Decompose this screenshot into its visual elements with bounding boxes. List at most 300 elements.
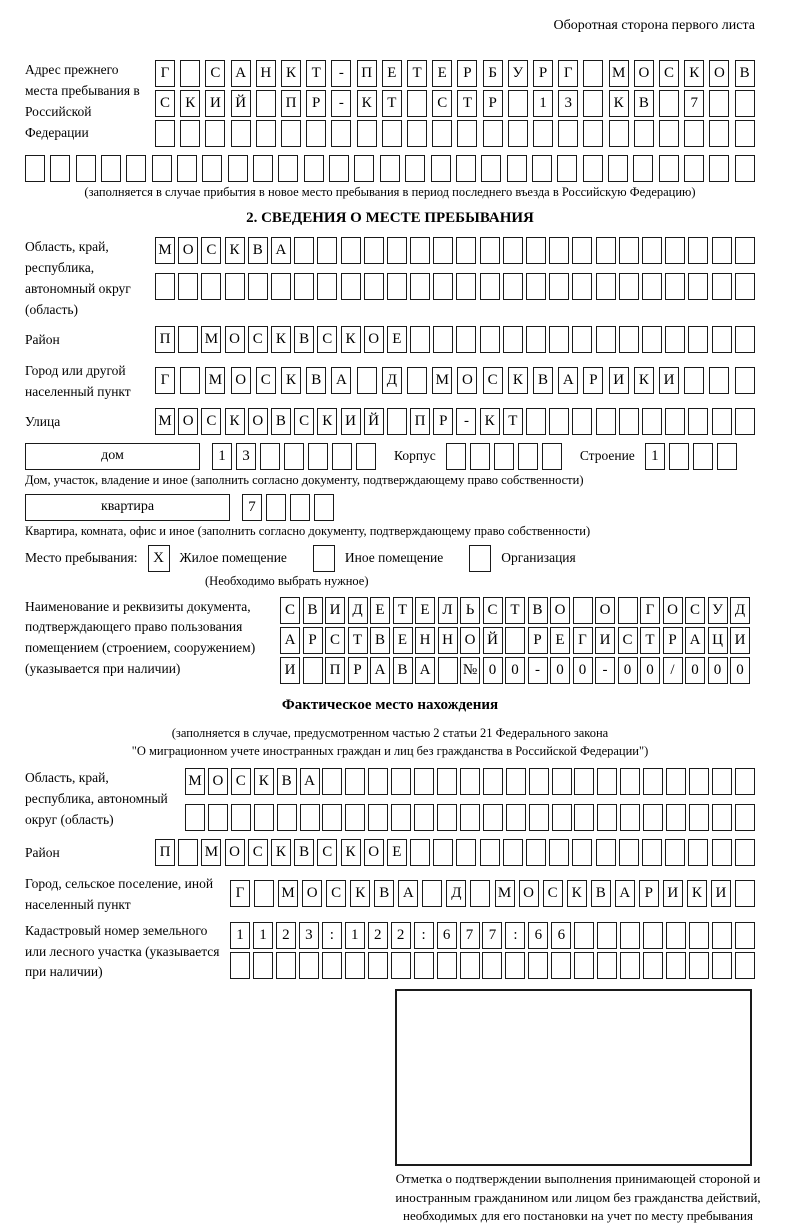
char-box[interactable] — [529, 768, 549, 795]
char-box[interactable]: К — [281, 60, 301, 87]
char-box[interactable] — [549, 237, 569, 264]
char-box[interactable]: О — [460, 627, 480, 654]
char-box[interactable]: В — [294, 839, 314, 866]
char-box[interactable] — [260, 443, 280, 470]
char-box[interactable]: К — [567, 880, 587, 907]
char-box[interactable] — [508, 90, 528, 117]
char-box[interactable] — [688, 326, 708, 353]
char-box[interactable]: - — [456, 408, 476, 435]
char-box[interactable] — [551, 952, 571, 979]
char-box[interactable] — [284, 443, 304, 470]
char-box[interactable]: К — [271, 839, 291, 866]
char-box[interactable] — [422, 880, 442, 907]
char-box[interactable]: А — [280, 627, 300, 654]
char-box[interactable]: Т — [382, 90, 402, 117]
char-box[interactable] — [155, 273, 175, 300]
char-box[interactable]: Л — [438, 597, 458, 624]
char-box[interactable]: М — [495, 880, 515, 907]
char-box[interactable]: Р — [528, 627, 548, 654]
char-box[interactable] — [689, 804, 709, 831]
char-box[interactable]: О — [550, 597, 570, 624]
char-box[interactable] — [155, 120, 175, 147]
char-box[interactable]: К — [357, 90, 377, 117]
char-box[interactable]: О — [364, 839, 384, 866]
char-box[interactable]: Т — [407, 60, 427, 87]
char-box[interactable] — [303, 657, 323, 684]
char-box[interactable] — [735, 120, 755, 147]
char-box[interactable] — [619, 839, 639, 866]
char-box[interactable] — [596, 273, 616, 300]
char-box[interactable] — [329, 155, 349, 182]
char-box[interactable]: 3 — [299, 922, 319, 949]
char-box[interactable] — [634, 120, 654, 147]
char-box[interactable] — [503, 237, 523, 264]
char-box[interactable]: Р — [663, 627, 683, 654]
char-box[interactable] — [532, 155, 552, 182]
char-box[interactable]: № — [460, 657, 480, 684]
char-box[interactable]: 0 — [505, 657, 525, 684]
char-box[interactable] — [665, 273, 685, 300]
char-box[interactable] — [643, 922, 663, 949]
char-box[interactable] — [665, 237, 685, 264]
char-box[interactable] — [152, 155, 172, 182]
char-box[interactable]: 0 — [550, 657, 570, 684]
char-box[interactable] — [256, 90, 276, 117]
char-box[interactable]: 0 — [708, 657, 728, 684]
char-box[interactable] — [642, 237, 662, 264]
char-box[interactable] — [666, 804, 686, 831]
char-box[interactable] — [480, 839, 500, 866]
char-box[interactable] — [254, 804, 274, 831]
char-box[interactable]: Д — [446, 880, 466, 907]
char-box[interactable] — [574, 922, 594, 949]
char-box[interactable] — [407, 367, 427, 394]
char-box[interactable] — [387, 408, 407, 435]
char-box[interactable] — [574, 804, 594, 831]
char-box[interactable]: Е — [370, 597, 390, 624]
char-box[interactable]: : — [505, 922, 525, 949]
char-box[interactable]: Т — [457, 90, 477, 117]
char-box[interactable]: С — [685, 597, 705, 624]
char-box[interactable] — [572, 326, 592, 353]
char-box[interactable]: М — [155, 408, 175, 435]
char-box[interactable] — [583, 60, 603, 87]
char-box[interactable] — [505, 952, 525, 979]
char-box[interactable] — [410, 237, 430, 264]
char-box[interactable]: М — [609, 60, 629, 87]
char-box[interactable]: 1 — [253, 922, 273, 949]
checkbox-organization[interactable] — [469, 545, 491, 572]
char-box[interactable] — [391, 804, 411, 831]
char-box[interactable]: И — [205, 90, 225, 117]
char-box[interactable] — [357, 120, 377, 147]
char-box[interactable] — [414, 768, 434, 795]
char-box[interactable]: Ь — [460, 597, 480, 624]
char-box[interactable]: В — [591, 880, 611, 907]
char-box[interactable] — [643, 768, 663, 795]
char-box[interactable] — [480, 237, 500, 264]
char-box[interactable] — [659, 90, 679, 117]
char-box[interactable] — [231, 120, 251, 147]
char-box[interactable]: Ц — [708, 627, 728, 654]
char-box[interactable] — [709, 90, 729, 117]
char-box[interactable]: 2 — [276, 922, 296, 949]
char-box[interactable] — [619, 326, 639, 353]
char-box[interactable] — [712, 922, 732, 949]
char-box[interactable] — [253, 155, 273, 182]
char-box[interactable] — [574, 768, 594, 795]
char-box[interactable]: Е — [550, 627, 570, 654]
char-box[interactable] — [180, 367, 200, 394]
char-box[interactable] — [712, 408, 732, 435]
char-box[interactable]: В — [277, 768, 297, 795]
char-box[interactable]: Е — [393, 627, 413, 654]
char-box[interactable]: 0 — [640, 657, 660, 684]
char-box[interactable]: И — [609, 367, 629, 394]
char-box[interactable]: Б — [483, 60, 503, 87]
char-box[interactable]: М — [432, 367, 452, 394]
char-box[interactable] — [281, 120, 301, 147]
char-box[interactable]: О — [595, 597, 615, 624]
char-box[interactable] — [294, 273, 314, 300]
char-box[interactable]: С — [543, 880, 563, 907]
char-box[interactable] — [231, 804, 251, 831]
char-box[interactable] — [414, 804, 434, 831]
char-box[interactable]: К — [634, 367, 654, 394]
char-box[interactable] — [505, 627, 525, 654]
char-box[interactable] — [735, 839, 755, 866]
char-box[interactable] — [633, 155, 653, 182]
char-box[interactable] — [357, 367, 377, 394]
char-box[interactable] — [317, 237, 337, 264]
char-box[interactable]: В — [306, 367, 326, 394]
char-box[interactable] — [294, 237, 314, 264]
char-box[interactable] — [433, 273, 453, 300]
char-box[interactable] — [712, 326, 732, 353]
char-box[interactable] — [387, 273, 407, 300]
char-box[interactable] — [180, 120, 200, 147]
char-box[interactable]: Р — [433, 408, 453, 435]
char-box[interactable] — [735, 880, 755, 907]
char-box[interactable] — [266, 494, 286, 521]
char-box[interactable] — [470, 443, 490, 470]
char-box[interactable] — [620, 922, 640, 949]
char-box[interactable] — [558, 120, 578, 147]
char-box[interactable] — [642, 839, 662, 866]
char-box[interactable]: И — [595, 627, 615, 654]
char-box[interactable]: К — [180, 90, 200, 117]
char-box[interactable]: : — [322, 922, 342, 949]
char-box[interactable]: С — [326, 880, 346, 907]
char-box[interactable]: И — [711, 880, 731, 907]
char-box[interactable]: 1 — [345, 922, 365, 949]
char-box[interactable]: В — [735, 60, 755, 87]
char-box[interactable]: Д — [382, 367, 402, 394]
char-box[interactable]: В — [533, 367, 553, 394]
char-box[interactable]: 1 — [645, 443, 665, 470]
char-box[interactable] — [735, 804, 755, 831]
char-box[interactable]: Г — [558, 60, 578, 87]
char-box[interactable]: 6 — [437, 922, 457, 949]
char-box[interactable] — [684, 155, 704, 182]
char-box[interactable] — [642, 326, 662, 353]
char-box[interactable] — [341, 273, 361, 300]
char-box[interactable]: С — [325, 627, 345, 654]
char-box[interactable]: Н — [415, 627, 435, 654]
char-box[interactable] — [609, 120, 629, 147]
char-box[interactable] — [689, 768, 709, 795]
char-box[interactable]: П — [281, 90, 301, 117]
char-box[interactable] — [437, 952, 457, 979]
char-box[interactable] — [596, 408, 616, 435]
char-box[interactable] — [322, 804, 342, 831]
char-box[interactable] — [526, 326, 546, 353]
char-box[interactable] — [483, 120, 503, 147]
char-box[interactable] — [597, 922, 617, 949]
char-box[interactable] — [506, 804, 526, 831]
char-box[interactable] — [735, 922, 755, 949]
checkbox-residential[interactable]: X — [148, 545, 170, 572]
char-box[interactable]: А — [615, 880, 635, 907]
char-box[interactable] — [549, 408, 569, 435]
char-box[interactable]: С — [201, 237, 221, 264]
char-box[interactable]: К — [317, 408, 337, 435]
char-box[interactable]: А — [300, 768, 320, 795]
char-box[interactable] — [684, 367, 704, 394]
char-box[interactable] — [573, 597, 593, 624]
char-box[interactable] — [446, 443, 466, 470]
char-box[interactable]: П — [325, 657, 345, 684]
char-box[interactable] — [642, 408, 662, 435]
char-box[interactable] — [299, 952, 319, 979]
char-box[interactable] — [300, 804, 320, 831]
char-box[interactable] — [572, 273, 592, 300]
char-box[interactable]: К — [225, 408, 245, 435]
char-box[interactable] — [572, 839, 592, 866]
char-box[interactable] — [665, 839, 685, 866]
char-box[interactable]: Т — [503, 408, 523, 435]
char-box[interactable]: Т — [640, 627, 660, 654]
char-box[interactable] — [480, 273, 500, 300]
char-box[interactable] — [290, 494, 310, 521]
char-box[interactable]: А — [685, 627, 705, 654]
char-box[interactable]: Е — [382, 60, 402, 87]
char-box[interactable] — [689, 922, 709, 949]
char-box[interactable]: И — [659, 367, 679, 394]
char-box[interactable] — [382, 120, 402, 147]
char-box[interactable] — [643, 952, 663, 979]
char-box[interactable] — [483, 804, 503, 831]
char-box[interactable]: Г — [640, 597, 660, 624]
char-box[interactable]: М — [155, 237, 175, 264]
char-box[interactable] — [597, 952, 617, 979]
char-box[interactable]: С — [248, 326, 268, 353]
char-box[interactable]: 6 — [528, 922, 548, 949]
char-box[interactable] — [735, 768, 755, 795]
char-box[interactable]: С — [155, 90, 175, 117]
char-box[interactable]: П — [357, 60, 377, 87]
char-box[interactable]: К — [254, 768, 274, 795]
char-box[interactable] — [583, 120, 603, 147]
checkbox-other-premises[interactable] — [313, 545, 335, 572]
char-box[interactable]: 1 — [533, 90, 553, 117]
char-box[interactable] — [205, 120, 225, 147]
char-box[interactable]: К — [609, 90, 629, 117]
char-box[interactable]: С — [205, 60, 225, 87]
char-box[interactable]: М — [278, 880, 298, 907]
char-box[interactable]: Р — [583, 367, 603, 394]
char-box[interactable] — [557, 155, 577, 182]
char-box[interactable] — [712, 804, 732, 831]
char-box[interactable] — [431, 155, 451, 182]
char-box[interactable]: Р — [533, 60, 553, 87]
char-box[interactable] — [460, 952, 480, 979]
char-box[interactable] — [526, 408, 546, 435]
char-box[interactable] — [180, 60, 200, 87]
char-box[interactable] — [208, 804, 228, 831]
char-box[interactable] — [735, 326, 755, 353]
char-box[interactable]: Т — [348, 627, 368, 654]
char-box[interactable] — [380, 155, 400, 182]
char-box[interactable]: П — [155, 326, 175, 353]
char-box[interactable]: У — [708, 597, 728, 624]
char-box[interactable] — [178, 273, 198, 300]
char-box[interactable]: И — [280, 657, 300, 684]
char-box[interactable] — [185, 804, 205, 831]
char-box[interactable] — [368, 804, 388, 831]
char-box[interactable]: О — [231, 367, 251, 394]
char-box[interactable]: Т — [393, 597, 413, 624]
char-box[interactable]: М — [201, 326, 221, 353]
char-box[interactable]: А — [370, 657, 390, 684]
char-box[interactable] — [620, 952, 640, 979]
char-box[interactable]: 7 — [482, 922, 502, 949]
char-box[interactable] — [608, 155, 628, 182]
char-box[interactable] — [364, 273, 384, 300]
char-box[interactable] — [391, 952, 411, 979]
char-box[interactable]: У — [508, 60, 528, 87]
char-box[interactable]: А — [271, 237, 291, 264]
char-box[interactable]: В — [370, 627, 390, 654]
char-box[interactable]: В — [248, 237, 268, 264]
char-box[interactable] — [526, 237, 546, 264]
char-box[interactable] — [433, 237, 453, 264]
char-box[interactable]: О — [225, 839, 245, 866]
confirmation-mark-box[interactable] — [395, 989, 752, 1166]
char-box[interactable]: 6 — [551, 922, 571, 949]
char-box[interactable] — [574, 952, 594, 979]
char-box[interactable] — [470, 880, 490, 907]
char-box[interactable] — [126, 155, 146, 182]
char-box[interactable]: С — [256, 367, 276, 394]
char-box[interactable]: С — [483, 597, 503, 624]
char-box[interactable]: О — [634, 60, 654, 87]
char-box[interactable] — [666, 768, 686, 795]
char-box[interactable] — [253, 952, 273, 979]
char-box[interactable] — [549, 839, 569, 866]
char-box[interactable]: М — [201, 839, 221, 866]
char-box[interactable]: И — [663, 880, 683, 907]
char-box[interactable] — [684, 120, 704, 147]
char-box[interactable]: Е — [415, 597, 435, 624]
char-box[interactable] — [368, 768, 388, 795]
char-box[interactable] — [308, 443, 328, 470]
char-box[interactable]: О — [178, 408, 198, 435]
char-box[interactable] — [345, 768, 365, 795]
char-box[interactable]: В — [528, 597, 548, 624]
char-box[interactable]: К — [271, 326, 291, 353]
char-box[interactable] — [503, 273, 523, 300]
char-box[interactable] — [735, 90, 755, 117]
char-box[interactable] — [457, 120, 477, 147]
char-box[interactable] — [712, 839, 732, 866]
char-box[interactable] — [549, 273, 569, 300]
char-box[interactable]: М — [205, 367, 225, 394]
char-box[interactable]: Н — [256, 60, 276, 87]
char-box[interactable]: В — [634, 90, 654, 117]
char-box[interactable]: 7 — [242, 494, 262, 521]
char-box[interactable] — [306, 120, 326, 147]
char-box[interactable]: К — [225, 237, 245, 264]
char-box[interactable]: И — [341, 408, 361, 435]
char-box[interactable] — [456, 273, 476, 300]
char-box[interactable]: В — [393, 657, 413, 684]
char-box[interactable] — [597, 804, 617, 831]
char-box[interactable] — [735, 237, 755, 264]
char-box[interactable]: - — [331, 60, 351, 87]
char-box[interactable]: А — [398, 880, 418, 907]
char-box[interactable] — [583, 90, 603, 117]
char-box[interactable]: 3 — [558, 90, 578, 117]
char-box[interactable]: К — [687, 880, 707, 907]
char-box[interactable]: 0 — [573, 657, 593, 684]
char-box[interactable]: С — [294, 408, 314, 435]
char-box[interactable]: О — [302, 880, 322, 907]
char-box[interactable] — [277, 804, 297, 831]
char-box[interactable] — [583, 155, 603, 182]
char-box[interactable] — [665, 408, 685, 435]
char-box[interactable]: 0 — [685, 657, 705, 684]
char-box[interactable] — [693, 443, 713, 470]
char-box[interactable] — [709, 155, 729, 182]
char-box[interactable]: К — [684, 60, 704, 87]
char-box[interactable] — [177, 155, 197, 182]
char-box[interactable] — [271, 273, 291, 300]
char-box[interactable] — [659, 120, 679, 147]
char-box[interactable] — [666, 952, 686, 979]
char-box[interactable]: И — [730, 627, 750, 654]
char-box[interactable]: Й — [483, 627, 503, 654]
char-box[interactable]: К — [350, 880, 370, 907]
char-box[interactable]: 2 — [391, 922, 411, 949]
char-box[interactable] — [414, 952, 434, 979]
char-box[interactable] — [433, 326, 453, 353]
char-box[interactable] — [391, 768, 411, 795]
char-box[interactable] — [596, 839, 616, 866]
char-box[interactable] — [659, 155, 679, 182]
char-box[interactable] — [712, 237, 732, 264]
char-box[interactable]: Й — [231, 90, 251, 117]
char-box[interactable]: Р — [639, 880, 659, 907]
char-box[interactable]: 0 — [483, 657, 503, 684]
char-box[interactable] — [460, 804, 480, 831]
char-box[interactable] — [480, 326, 500, 353]
char-box[interactable] — [228, 155, 248, 182]
char-box[interactable]: Е — [432, 60, 452, 87]
char-box[interactable]: С — [483, 367, 503, 394]
char-box[interactable] — [506, 768, 526, 795]
char-box[interactable] — [596, 237, 616, 264]
